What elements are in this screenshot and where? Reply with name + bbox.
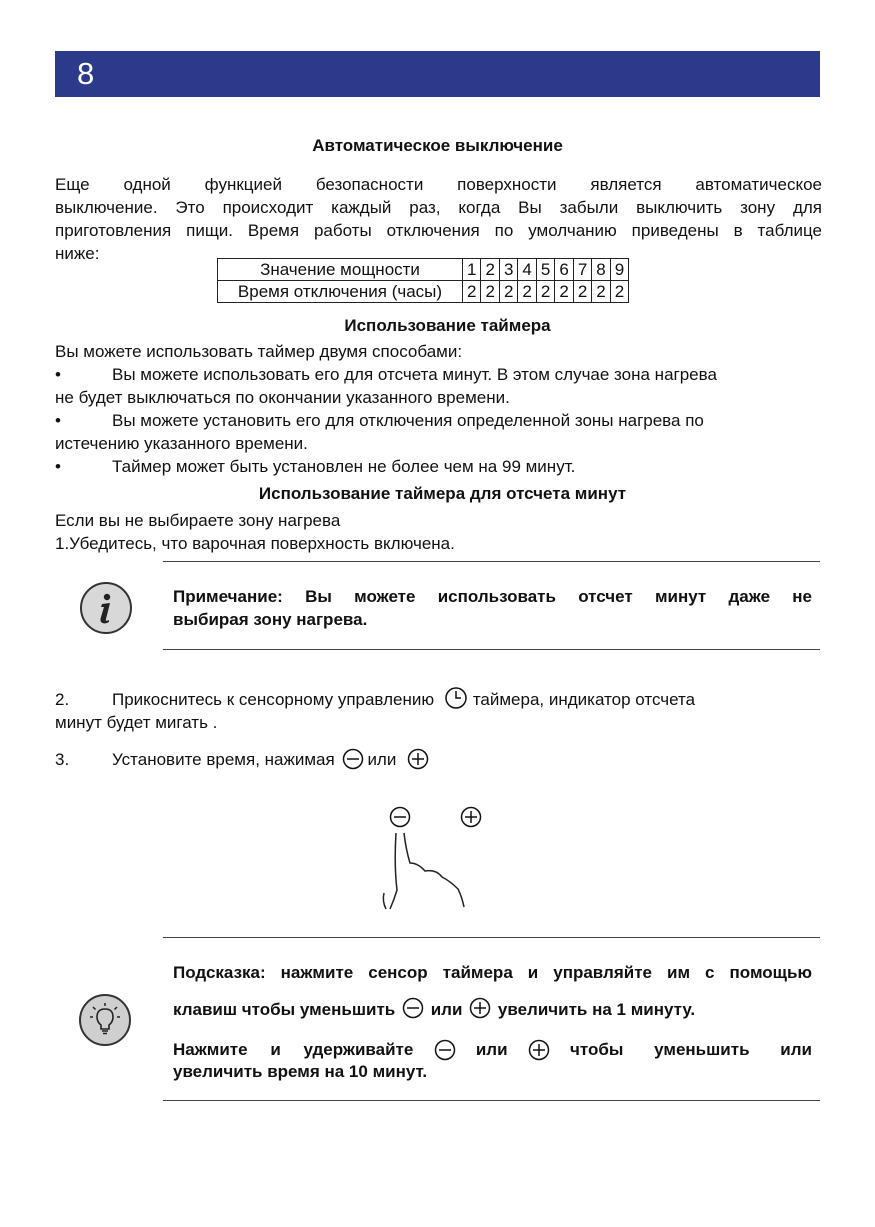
tip-text: клавиш чтобы уменьшить: [173, 1000, 396, 1019]
table-cell: 7: [573, 259, 591, 281]
bullet-3: [55, 455, 822, 478]
clock-icon: [444, 686, 468, 710]
tip-text: или: [475, 1040, 508, 1059]
tip-top-divider: [163, 937, 820, 938]
tip-text: чтобы уменьшить или: [570, 1040, 812, 1059]
hand-icon: [383, 833, 464, 909]
table-cell: 2: [536, 281, 554, 303]
bullet-text: Вы можете установить его для отключения определенной зоны нагрева по: [112, 411, 704, 430]
page-banner: [55, 51, 820, 97]
table-cell: 2: [592, 281, 610, 303]
bullet-text: Вы можете использовать его для отсчета минут. В этом случае зона нагрева: [112, 365, 717, 384]
plus-icon: [528, 1039, 550, 1061]
table-row: [218, 281, 629, 303]
heading-timer-use: Использование таймера: [344, 316, 551, 335]
table-cell: 6: [555, 259, 573, 281]
step-2: [55, 688, 822, 711]
page-number: 8: [77, 56, 95, 91]
s1-line1: Еще одной функцией безопасности поверхности является автоматическое: [55, 175, 822, 194]
bullet-symbol: •: [55, 457, 61, 476]
step-text: Прикоснитесь к сенсорному управлению: [112, 690, 435, 709]
step-text: или: [367, 750, 397, 769]
step-3: [55, 748, 822, 771]
table-cell: 2: [499, 281, 517, 303]
table-cell: 3: [499, 259, 517, 281]
power-off-table: [217, 258, 629, 303]
note-line1: Примечание: Вы можете использовать отсчет минут даже не: [173, 587, 812, 606]
heading-minute-counter: Использование таймера для отсчета минут: [258, 484, 627, 503]
info-icon: [80, 582, 132, 634]
timer-intro: Вы можете использовать таймер двумя способами:: [55, 342, 463, 361]
s1-line3: приготовления пищи. Время работы отключения по умолчанию приведены в таблице: [55, 221, 822, 240]
plus-icon: [462, 808, 481, 827]
table-cell: 8: [592, 259, 610, 281]
step-text: Установите время, нажимая: [112, 750, 335, 769]
tip-text: Нажмите и удерживайте: [173, 1040, 414, 1059]
table-cell: 2: [610, 281, 628, 303]
step-2-cont: минут будет мигать .: [55, 713, 218, 732]
s3-line1: Если вы не выбираете зону нагрева: [55, 511, 341, 530]
table-cell: 2: [481, 281, 499, 303]
table-cell: 2: [463, 281, 481, 303]
bullet-2: [55, 409, 822, 432]
tip-bottom-divider: [163, 1100, 820, 1101]
bullet-text: Таймер может быть установлен не более чем на 99 минут.: [112, 457, 576, 476]
tip-line1: Подсказка: нажмите сенсор таймера и управляйте им с помощью: [173, 963, 812, 982]
tip-text: или: [430, 1000, 463, 1019]
row-label: Время отключения (часы): [218, 281, 463, 303]
step-text: таймера, индикатор отсчета: [472, 690, 696, 709]
lightbulb-icon: [79, 994, 131, 1046]
note-bottom-divider: [163, 649, 820, 650]
tip-line2: [173, 997, 812, 1022]
table-cell: 9: [610, 259, 628, 281]
minus-icon: [342, 748, 364, 770]
s1-line4: ниже:: [55, 244, 100, 263]
step-number: 3.: [55, 750, 70, 769]
s1-line2: выключение. Это происходит каждый раз, когда Вы забыли выключить зону для: [55, 198, 822, 217]
minus-icon: [434, 1039, 456, 1061]
plus-icon: [407, 748, 429, 770]
table-cell: 2: [518, 281, 536, 303]
bullet-symbol: •: [55, 365, 61, 384]
table-cell: 2: [573, 281, 591, 303]
tip-text: увеличить на 1 минуту.: [497, 1000, 696, 1019]
row-label: Значение мощности: [218, 259, 463, 281]
heading-auto-off: Автоматическое выключение: [312, 136, 563, 155]
bullet-2-cont: истечению указанного времени.: [55, 434, 308, 453]
step-number: 2.: [55, 690, 70, 709]
hand-illustration: [370, 805, 490, 915]
table-cell: 5: [536, 259, 554, 281]
s3-line2: 1.Убедитесь, что варочная поверхность включена.: [55, 534, 455, 553]
minus-icon: [391, 808, 410, 827]
tip-line4: увеличить время на 10 минут.: [173, 1062, 428, 1081]
table-cell: 2: [555, 281, 573, 303]
note-top-divider: [163, 561, 820, 562]
bullet-symbol: •: [55, 411, 61, 430]
note-line2: выбирая зону нагрева.: [173, 610, 368, 629]
table-cell: 4: [518, 259, 536, 281]
bullet-1-cont: не будет выключаться по окончании указанного времени.: [55, 388, 510, 407]
table-row: [218, 259, 629, 281]
minus-icon: [402, 997, 424, 1019]
bullet-1: [55, 363, 822, 386]
plus-icon: [469, 997, 491, 1019]
table-cell: 2: [481, 259, 499, 281]
table-cell: 1: [463, 259, 481, 281]
